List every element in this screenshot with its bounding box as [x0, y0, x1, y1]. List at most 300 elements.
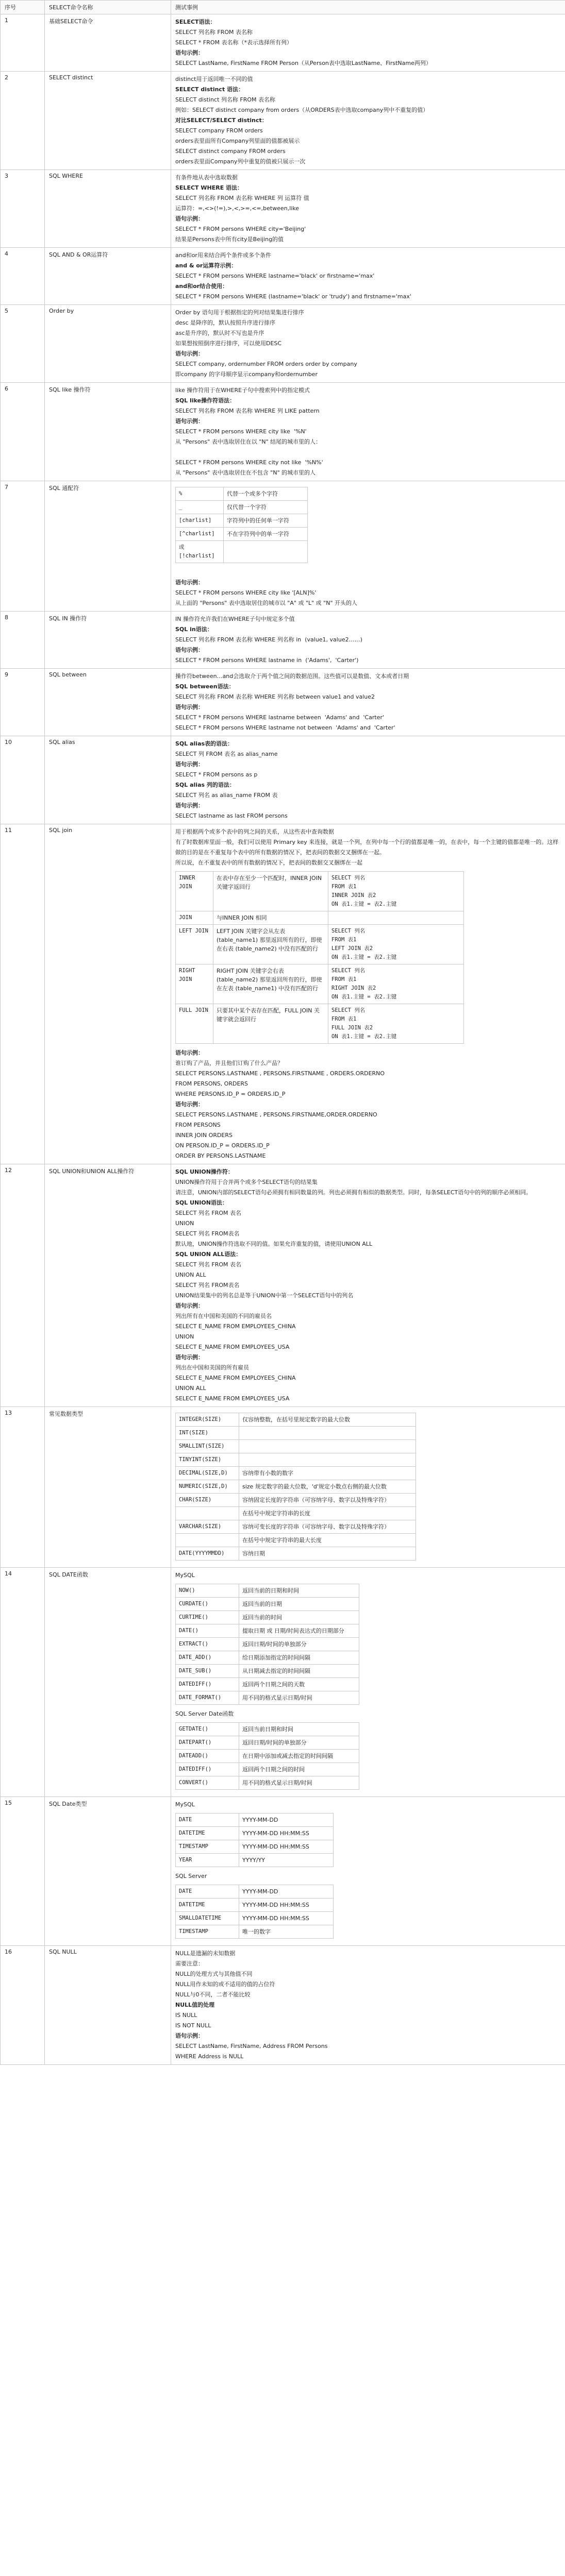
command-name: SQL IN 操作符	[45, 612, 171, 669]
inner-value: 返回当前的日期和时间	[239, 1584, 359, 1598]
example-line: SELECT * FROM persons WHERE city like '[ALN]%'	[175, 589, 317, 596]
join-row	[176, 925, 464, 964]
example-line: SELECT company, ordernumber FROM orders order by company	[175, 361, 357, 367]
example-line: SQL Server	[175, 1873, 207, 1879]
example-line: SELECT 列名称 FROM 表名称 WHERE 列名称 between value1 and value2	[175, 693, 375, 700]
table-row	[1, 824, 565, 1164]
inner-value	[239, 1427, 416, 1440]
inner-key: DATE	[176, 1885, 239, 1899]
inner-value: 返回当前日期和时间	[239, 1723, 359, 1736]
inner-row	[176, 1494, 416, 1507]
example-line: SQL Server Date函数	[175, 1710, 234, 1717]
example-line: SELECT distinct company FROM orders	[175, 148, 286, 155]
example-line: SELECT 列名称 FROM 表名称 WHERE 列 LIKE pattern	[175, 408, 320, 414]
inner-row	[176, 1736, 359, 1750]
table-row	[1, 14, 565, 72]
join-row	[176, 1004, 464, 1044]
inner-row	[176, 1899, 334, 1912]
example-line: SELECT * FROM persons WHERE city='Beijing'	[175, 226, 306, 232]
example-line: orders表里面所有Company列里面的值都被展示	[175, 138, 300, 144]
inner-key: DATETIME	[176, 1899, 239, 1912]
example-line: SELECT LastName, FirstName, Address FROM Persons	[175, 2043, 328, 2049]
example-line: SQL in语法：	[175, 626, 213, 633]
inner-key: DATEPART()	[176, 1736, 239, 1750]
example-line: SELECT WHERE 语法：	[175, 184, 243, 191]
example-line: 语句示例：	[175, 418, 204, 425]
command-name: SQL DATE函数	[45, 1568, 171, 1797]
example-line: IS NULL	[175, 2012, 197, 2019]
example-line: 即company 的字母顺序显示company和ordernumber	[175, 371, 318, 378]
inner-value	[239, 1453, 416, 1467]
inner-row	[176, 1723, 359, 1736]
inner-key: [charlist]	[176, 514, 224, 528]
inner-value: 返回日期/时间的单独部分	[239, 1638, 359, 1651]
header-name: SELECT命令名称	[45, 1, 171, 14]
inner-value: 返回当前的时间	[239, 1611, 359, 1624]
inner-row	[176, 1427, 416, 1440]
inner-key: GETDATE()	[176, 1723, 239, 1736]
example-line: 语句示例：	[175, 802, 204, 809]
inner-key: DECIMAL(SIZE,D)	[176, 1467, 239, 1480]
inner-key: DATETIME	[176, 1827, 239, 1840]
example-line: SELECT distinct 列名称 FROM 表名称	[175, 96, 275, 103]
inner-key	[176, 1507, 239, 1520]
inner-row	[176, 1624, 359, 1638]
example-cell	[171, 1946, 565, 2065]
row-number: 4	[1, 248, 45, 305]
inner-key: SMALLINT(SIZE)	[176, 1440, 239, 1453]
example-line: and和or用来结合两个条件或多个条件	[175, 252, 271, 259]
join-types-table	[175, 871, 464, 1044]
inner-row	[176, 1480, 416, 1494]
example-line: 语句示例：	[175, 1101, 204, 1108]
example-line: UNION	[175, 1333, 194, 1340]
example-line: SQL between语法：	[175, 683, 235, 690]
join-keyword: RIGHT JOIN	[176, 964, 213, 1004]
example-cell	[171, 612, 565, 669]
join-syntax: SELECT 列名 FROM 表1 RIGHT JOIN 表2 ON 表1.主键 = 表2.主键	[328, 964, 464, 1004]
example-cell	[171, 14, 565, 72]
example-line: SQL UNION ALL语法：	[175, 1251, 242, 1258]
example-line: SELECT * FROM persons WHERE lastname between 'Adams' and 'Carter'	[175, 714, 385, 721]
example-line: SELECT lastname as last FROM persons	[175, 812, 288, 819]
command-name: SQL Date类型	[45, 1797, 171, 1946]
command-name: SQL join	[45, 824, 171, 1164]
example-line: SELECT E_NAME FROM EMPLOYEES_CHINA	[175, 1375, 296, 1381]
row-number: 9	[1, 669, 45, 736]
inner-row	[176, 1763, 359, 1776]
inner-key: TIMESTAMP	[176, 1840, 239, 1854]
inner-key: [^charlist]	[176, 528, 224, 541]
table-row	[1, 736, 565, 824]
example-line: SELECT 列名 FROM表名	[175, 1230, 240, 1237]
example-line: 运算符：=,<>(!=),>,<,>=,<=,between,like	[175, 205, 300, 212]
inner-value: 提取日期 或 日期/时间表达式的日期部分	[239, 1624, 359, 1638]
inner-value: 在括号中规定字符串的长度	[239, 1507, 416, 1520]
join-keyword: FULL JOIN	[176, 1004, 213, 1044]
example-line: NULL的处理方式与其他值不同	[175, 1971, 253, 1977]
command-name: SQL WHERE	[45, 170, 171, 248]
inner-key: INT(SIZE)	[176, 1427, 239, 1440]
row-number: 2	[1, 72, 45, 170]
example-line: 所以说，在不重复表中的所有数据的情况下，把表间的数据交叉捆绑在一起	[175, 859, 362, 866]
example-line: UNION ALL	[175, 1385, 206, 1392]
inner-row	[176, 1507, 416, 1520]
blank-line	[175, 567, 561, 578]
inner-value: 字符列中的任何单一字符	[224, 514, 308, 528]
example-line: FROM PERSONS, ORDERS	[175, 1080, 248, 1087]
command-name: 基础SELECT命令	[45, 14, 171, 72]
example-line: SELECT * FROM persons WHERE (lastname='black' or 'trudy') and firstname='max'	[175, 293, 411, 300]
example-line: SELECT * FROM persons WHERE lastname in ('Adams', 'Carter')	[175, 657, 359, 664]
example-line: Order by 语句用于根据指定的列对结果集进行排序	[175, 309, 304, 316]
inner-row	[176, 1854, 334, 1867]
inner-value: 在日期中添加或减去指定的时间间隔	[239, 1750, 359, 1763]
inner-value: YYYY-MM-DD	[239, 1885, 334, 1899]
inner-key: DATE()	[176, 1624, 239, 1638]
join-description: 与INNER JOIN 相同	[213, 911, 328, 925]
example-line: 如果想按照倒序进行排序，可以使用DESC	[175, 340, 282, 347]
example-line: IS NOT NULL	[175, 2022, 211, 2029]
command-name: SQL alias	[45, 736, 171, 824]
example-line: distinct用于返回唯一不同的值	[175, 76, 253, 82]
example-line: SELECT * FROM persons WHERE city not like '%N%'	[175, 459, 323, 466]
example-line: 语句示例：	[175, 1049, 204, 1056]
inner-row	[176, 1520, 416, 1534]
command-name: SQL 通配符	[45, 481, 171, 612]
inner-key	[176, 1534, 239, 1547]
example-line: MySQL	[175, 1572, 195, 1579]
table-row	[1, 72, 565, 170]
inner-value: 返回两个日期之间的时间	[239, 1763, 359, 1776]
example-line: SQL alias 列的语法：	[175, 782, 235, 788]
example-line: 请注意，UNION内部的SELECT语句必须拥有相同数量的列。列也必须拥有相似的数据类型。同时，每条SELECT语句中的列的顺序必须相同。	[175, 1189, 532, 1196]
example-line: IN 操作符允许我们在WHERE子句中规定多个值	[175, 616, 295, 622]
table-row	[1, 170, 565, 248]
example-line: SELECT company FROM orders	[175, 127, 263, 134]
example-line: orders表里面Company列中重复的值被只展示一次	[175, 158, 306, 165]
inner-row	[176, 487, 308, 501]
example-line: SELECT * FROM persons WHERE city like '%N'	[175, 428, 307, 435]
example-line: SELECT E_NAME FROM EMPLOYEES_USA	[175, 1395, 290, 1402]
inner-row	[176, 1440, 416, 1453]
example-line: SELECT * FROM 表名称（*表示选择所有列）	[175, 39, 293, 46]
inner-row	[176, 1611, 359, 1624]
example-line: and和or结合使用：	[175, 283, 228, 290]
table-row	[1, 1164, 565, 1407]
example-cell	[171, 248, 565, 305]
join-description: LEFT JOIN 关键字会从左表 (table_name1) 那里返回所有的行，即使在右表 (table_name2) 中没有匹配的行	[213, 925, 328, 964]
example-line: SELECT E_NAME FROM EMPLOYEES_CHINA	[175, 1323, 296, 1330]
example-line: SELECT 列名 FROM 表名	[175, 1210, 242, 1216]
inner-row	[176, 1638, 359, 1651]
inner-key: NUMERIC(SIZE,D)	[176, 1480, 239, 1494]
header-no: 序号	[1, 1, 45, 14]
inner-value: YYYY-MM-DD HH:MM:SS	[239, 1912, 334, 1925]
inner-value: 给日期添加指定的时间间隔	[239, 1651, 359, 1665]
row-number: 10	[1, 736, 45, 824]
join-row	[176, 964, 464, 1004]
inner-key: CHAR(SIZE)	[176, 1494, 239, 1507]
example-line: SELECT * FROM persons as p	[175, 771, 258, 778]
example-cell	[171, 1164, 565, 1407]
example-line: SELECT * FROM persons WHERE lastname='black' or firstname='max'	[175, 273, 375, 279]
join-description: 在表中存在至少一个匹配时，INNER JOIN 关键字返回行	[213, 872, 328, 911]
inner-row	[176, 1547, 416, 1561]
row-number: 12	[1, 1164, 45, 1407]
example-line: ORDER BY PERSONS.LASTNAME	[175, 1153, 266, 1159]
inner-row	[176, 1534, 416, 1547]
example-line: asc是升序的，默认时不写也是升序	[175, 330, 264, 336]
inner-key: 或[!charlist]	[176, 541, 224, 563]
command-name: SQL UNION和UNION ALL操作符	[45, 1164, 171, 1407]
example-line: 语句示例：	[175, 647, 204, 653]
example-line: desc 是降序的，默认按照升序进行排序	[175, 319, 276, 326]
example-line: 语句示例：	[175, 704, 204, 710]
inner-value: 仅容纳整数，在括号里规定数字的最大位数	[239, 1413, 416, 1427]
example-line: 需要注意：	[175, 1960, 204, 1967]
row-number: 16	[1, 1946, 45, 2065]
inner-key: DATE(YYYYMMDD)	[176, 1547, 239, 1561]
example-line: SELECT distinct 语法：	[175, 86, 244, 93]
header-example: 测试事例	[171, 1, 565, 14]
example-line: 结果是Persons表中所有city是Beijing的值	[175, 236, 284, 243]
row-number: 13	[1, 1407, 45, 1568]
inner-row	[176, 1665, 359, 1678]
command-name: SQL between	[45, 669, 171, 736]
blank-line	[175, 447, 561, 457]
example-line: 语句示例：	[175, 2032, 204, 2039]
example-line: 有条件地从表中选取数据	[175, 174, 238, 181]
example-line: FROM PERSONS	[175, 1122, 221, 1128]
inner-value: YYYY-MM-DD	[239, 1814, 334, 1827]
inner-row	[176, 1691, 359, 1705]
join-syntax	[328, 911, 464, 925]
example-line: SQL UNION操作符：	[175, 1168, 234, 1175]
example-line: 语句示例：	[175, 215, 204, 222]
table-row	[1, 1946, 565, 2065]
row-number: 1	[1, 14, 45, 72]
row-number: 8	[1, 612, 45, 669]
table-row	[1, 383, 565, 481]
example-cell	[171, 669, 565, 736]
example-cell	[171, 1568, 565, 1797]
inner-row	[176, 514, 308, 528]
inner-key: DATEDIFF()	[176, 1678, 239, 1691]
inner-value: 不在字符列中的单一字符	[224, 528, 308, 541]
example-line: ON PERSON.ID_P = ORDERS.ID_P	[175, 1142, 270, 1149]
row-number: 6	[1, 383, 45, 481]
inner-row	[176, 1776, 359, 1790]
inner-value: YYYY/YY	[239, 1854, 334, 1867]
inner-value: 容纳日期	[239, 1547, 416, 1561]
example-line: 操作符between…and会选取介于两个值之间的数据范围。这些值可以是数值、文本或者日期	[175, 673, 409, 680]
inner-row	[176, 1453, 416, 1467]
table-body	[1, 14, 565, 2065]
inner-row	[176, 1584, 359, 1598]
inner-key: SMALLDATETIME	[176, 1912, 239, 1925]
inner-value: YYYY-MM-DD HH:MM:SS	[239, 1899, 334, 1912]
inner-value: 返回当前的日期	[239, 1598, 359, 1611]
example-cell	[171, 481, 565, 612]
inner-key: DATE_ADD()	[176, 1651, 239, 1665]
example-line: INNER JOIN ORDERS	[175, 1132, 233, 1139]
example-cell	[171, 72, 565, 170]
example-cell	[171, 170, 565, 248]
join-syntax: SELECT 列名 FROM 表1 LEFT JOIN 表2 ON 表1.主键 = 表2.主键	[328, 925, 464, 964]
example-line: 列出所有在中国和美国的不同的雇员名	[175, 1313, 272, 1319]
inner-key: DATE_SUB()	[176, 1665, 239, 1678]
example-line: NULL是遗漏的未知数据	[175, 1950, 236, 1957]
inner-row	[176, 1467, 416, 1480]
example-line: 语句示例：	[175, 1302, 204, 1309]
inner-value	[224, 541, 308, 563]
inner-key: EXTRACT()	[176, 1638, 239, 1651]
table-row	[1, 612, 565, 669]
example-line: like 操作符用于在WHERE子句中搜索列中的指定模式	[175, 387, 310, 394]
example-line: 语句示例：	[175, 579, 204, 586]
inner-value: 容纳可变长度的字符串（可容纳字母、数字以及特殊字符）	[239, 1520, 416, 1534]
example-cell	[171, 305, 565, 383]
example-line: 语句示例：	[175, 761, 204, 768]
inner-row	[176, 1840, 334, 1854]
inner-key: INTEGER(SIZE)	[176, 1413, 239, 1427]
inner-row	[176, 1651, 359, 1665]
command-name: 常见数据类型	[45, 1407, 171, 1568]
row-number: 14	[1, 1568, 45, 1797]
example-line: SQL like操作符语法：	[175, 397, 236, 404]
join-description: RIGHT JOIN 关键字会右表 (table_name2) 那里返回所有的行，即使在左表 (table_name1) 中没有匹配的行	[213, 964, 328, 1004]
inner-key: TIMESTAMP	[176, 1925, 239, 1939]
inner-row	[176, 1912, 334, 1925]
inner-key: DATEADD()	[176, 1750, 239, 1763]
join-description: 只要其中某个表存在匹配，FULL JOIN 关键字就会返回行	[213, 1004, 328, 1044]
table-row	[1, 1407, 565, 1568]
example-line: UNION操作符用于合并两个或多个SELECT语句的结果集	[175, 1179, 318, 1185]
inner-value: 容纳带有小数的数字	[239, 1467, 416, 1480]
example-line: 用于根据两个或多个表中的列之间的关系，从这些表中查询数据	[175, 828, 334, 835]
command-name: SQL NULL	[45, 1946, 171, 2065]
sqlserver-date-functions-table	[175, 1722, 359, 1790]
example-line: UNION ALL	[175, 1272, 206, 1278]
inner-row	[176, 1827, 334, 1840]
example-line: 从 "Persons" 表中选取居住在不包含 "N" 的城市里的人	[175, 469, 316, 476]
inner-value: 从日期减去指定的时间间隔	[239, 1665, 359, 1678]
inner-row	[176, 1925, 334, 1939]
example-line: 列出在中国和美国的所有雇员	[175, 1364, 249, 1371]
inner-row	[176, 1885, 334, 1899]
join-keyword: JOIN	[176, 911, 213, 925]
inner-key: DATE	[176, 1814, 239, 1827]
command-name: SQL like 操作符	[45, 383, 171, 481]
row-number: 3	[1, 170, 45, 248]
inner-row	[176, 1598, 359, 1611]
inner-value: YYYY-MM-DD HH:MM:SS	[239, 1827, 334, 1840]
row-number: 11	[1, 824, 45, 1164]
inner-value: 唯一的数字	[239, 1925, 334, 1939]
inner-key: VARCHAR(SIZE)	[176, 1520, 239, 1534]
sqlserver-date-types-table	[175, 1885, 334, 1939]
row-number: 5	[1, 305, 45, 383]
inner-key: %	[176, 487, 224, 501]
inner-key: DATE_FORMAT()	[176, 1691, 239, 1705]
inner-value: 仅代替一个字符	[224, 501, 308, 514]
inner-value: 返回两个日期之间的天数	[239, 1678, 359, 1691]
example-line: SELECT E_NAME FROM EMPLOYEES_USA	[175, 1344, 290, 1350]
join-keyword: INNER JOIN	[176, 872, 213, 911]
inner-value: 用不同的格式显示日期/时间	[239, 1691, 359, 1705]
table-row	[1, 481, 565, 612]
table-row	[1, 669, 565, 736]
inner-row	[176, 1413, 416, 1427]
data-types-table	[175, 1413, 416, 1561]
example-line: NULL值的处理	[175, 2002, 215, 2008]
inner-key: TINYINT(SIZE)	[176, 1453, 239, 1467]
table-row	[1, 1797, 565, 1946]
example-line: SELECT语法：	[175, 19, 216, 25]
example-line: SELECT 列名 as alias_name FROM 表	[175, 792, 278, 799]
header-row	[1, 1, 565, 14]
example-line: NULL与0不同，二者不能比较	[175, 1991, 251, 1998]
example-line: 语句示例：	[175, 350, 204, 357]
example-line: 从 "Persons" 表中选取居住在以 "N" 结尾的城市里的人：	[175, 438, 322, 445]
example-line: MySQL	[175, 1801, 195, 1808]
example-cell	[171, 824, 565, 1164]
example-cell	[171, 736, 565, 824]
example-line: SELECT 列 FROM 表名 as alias_name	[175, 751, 278, 757]
example-line: SQL UNION语法：	[175, 1199, 228, 1206]
inner-value: 在括号中规定字符串的最大长度	[239, 1534, 416, 1547]
example-line: 谁订购了产品，并且他们订购了什么产品？	[175, 1060, 283, 1066]
inner-key: DATEDIFF()	[176, 1763, 239, 1776]
inner-row	[176, 541, 308, 563]
inner-value: 返回日期/时间的单独部分	[239, 1736, 359, 1750]
example-line: and & or运算符示例：	[175, 262, 237, 269]
example-line: 有了时数据库里面一般，我们可以使用 Primary key 来连接，就是一个列，在列中每一个行的值都是唯一的，在表中，每一个主键的值都是唯一的。这样做的目的是在不重复每个表中的所有数据的情况下，把表间的数据交叉捆绑在一起。	[175, 839, 559, 856]
inner-key: YEAR	[176, 1854, 239, 1867]
example-line: SELECT 列名称 FROM 表名称	[175, 29, 253, 36]
example-line: 默认地，UNION操作符选取不同的值。如果允许重复的值，请使用UNION ALL	[175, 1241, 373, 1247]
join-row	[176, 911, 464, 925]
command-name: SELECT distinct	[45, 72, 171, 170]
inner-value: 用不同的格式显示日期/时间	[239, 1776, 359, 1790]
example-line: UNION结果集中的列名总是等于UNION中第一个SELECT语句中的列名	[175, 1292, 354, 1299]
inner-value	[239, 1440, 416, 1453]
example-line: SELECT PERSONS.LASTNAME , PERSONS.FIRSTNAME,ORDER.ORDERNO	[175, 1111, 377, 1118]
mysql-date-functions-table	[175, 1584, 359, 1705]
inner-value: size 规定数字的最大位数，'d'规定小数点右侧的最大位数	[239, 1480, 416, 1494]
example-line: SELECT 列名称 FROM 表名称 WHERE 列名称 in (value1, value2……)	[175, 636, 362, 643]
inner-row	[176, 1814, 334, 1827]
inner-value: YYYY-MM-DD HH:MM:SS	[239, 1840, 334, 1854]
example-cell	[171, 383, 565, 481]
example-line: UNION	[175, 1220, 194, 1227]
example-line: SELECT 列名 FROM表名	[175, 1282, 240, 1289]
example-cell	[171, 1797, 565, 1946]
example-line: SELECT PERSONS.LASTNAME , PERSONS.FIRSTNAME , ORDERS.ORDERNO	[175, 1070, 385, 1077]
inner-value: 容纳固定长度的字符串（可容纳字母、数字以及特殊字符）	[239, 1494, 416, 1507]
example-line: WHERE PERSONS.ID_P = ORDERS.ID_P	[175, 1091, 286, 1097]
example-cell	[171, 1407, 565, 1568]
inner-key: CURDATE()	[176, 1598, 239, 1611]
row-number: 7	[1, 481, 45, 612]
table-row	[1, 248, 565, 305]
join-syntax: SELECT 列名 FROM 表1 FULL JOIN 表2 ON 表1.主键 = 表2.主键	[328, 1004, 464, 1044]
inner-key: NOW()	[176, 1584, 239, 1598]
example-line: SELECT * FROM persons WHERE lastname not between 'Adams' and 'Carter'	[175, 724, 395, 731]
example-line: SELECT 列名称 FROM 表名称 WHERE 列 运算符 值	[175, 195, 309, 201]
inner-row	[176, 528, 308, 541]
